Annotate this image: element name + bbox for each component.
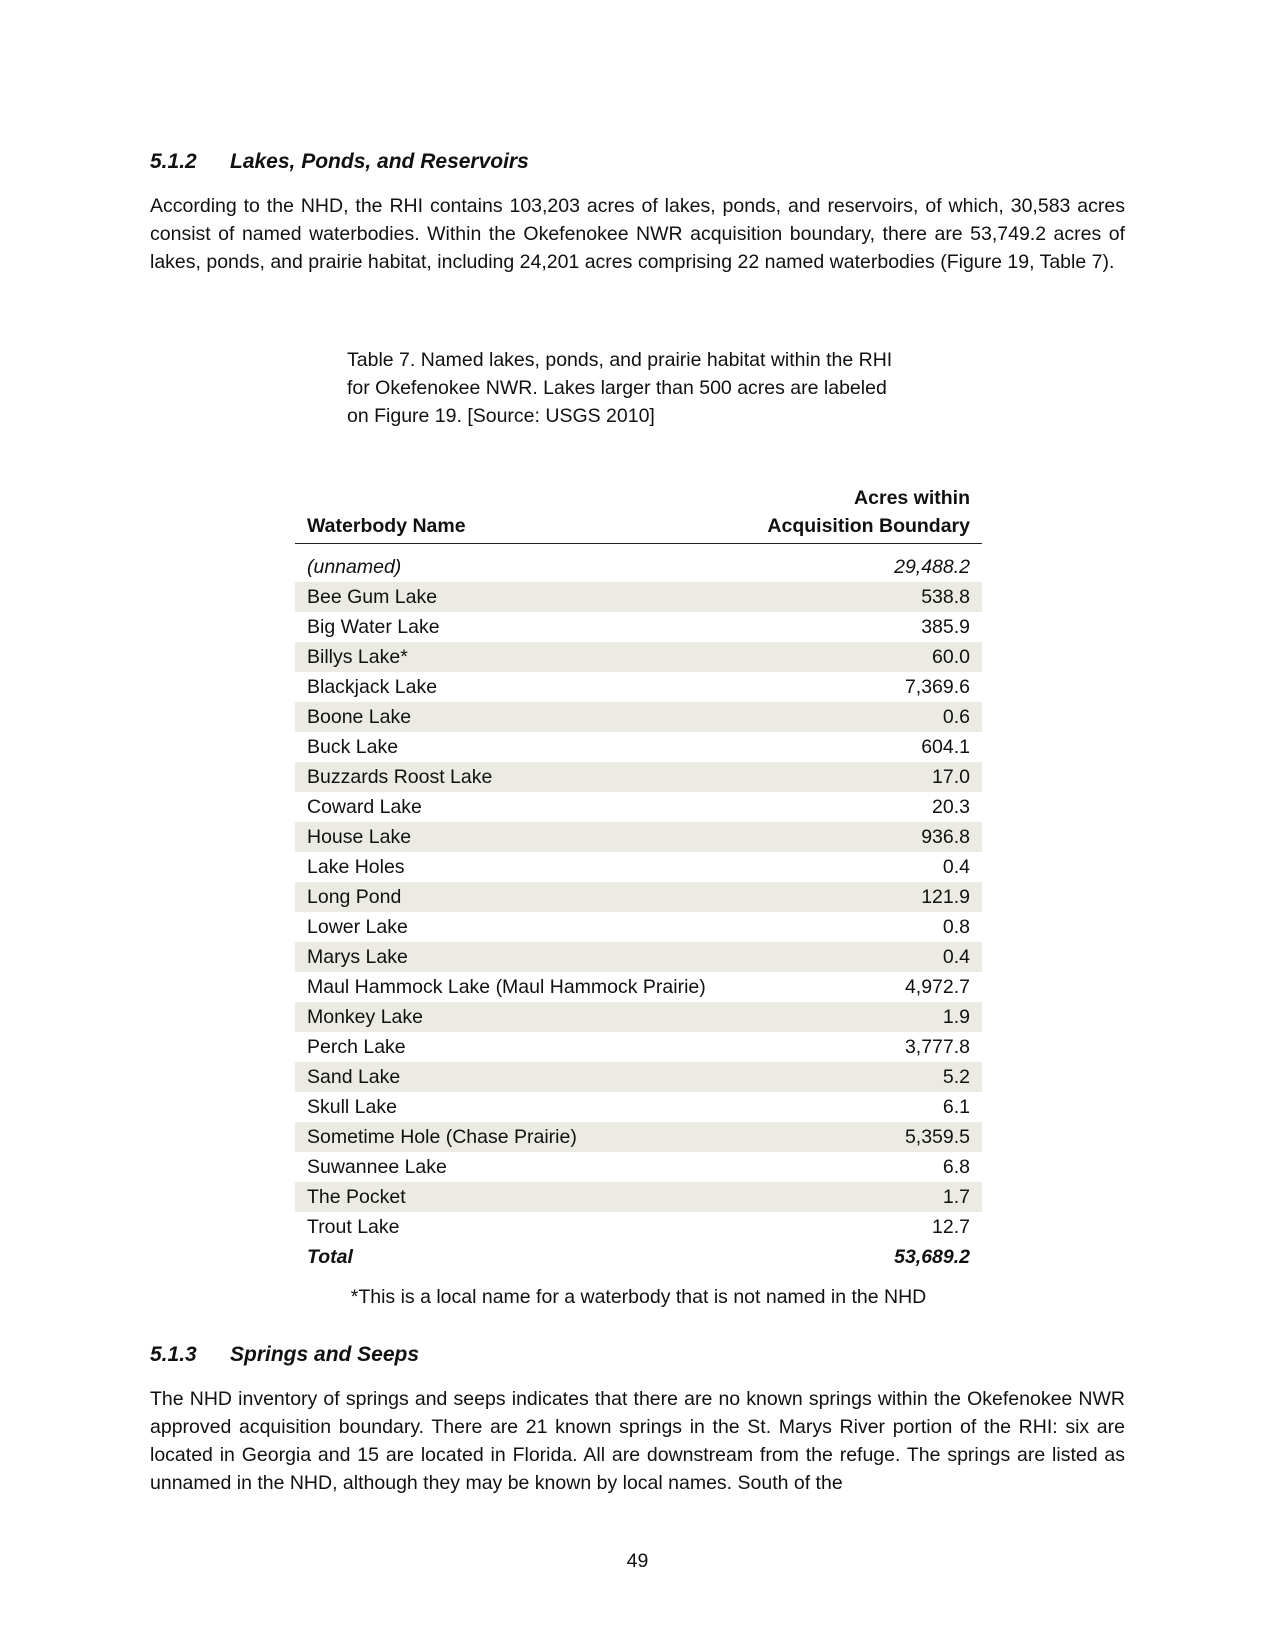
table-row bbox=[295, 642, 982, 672]
table-row bbox=[295, 1092, 982, 1122]
acres-cell: 0.6 bbox=[742, 702, 982, 732]
waterbody-name-cell: Long Pond bbox=[295, 882, 742, 912]
table-row bbox=[295, 762, 982, 792]
acres-cell: 538.8 bbox=[742, 582, 982, 612]
caption-line: for Okefenokee NWR. Lakes larger than 500 acres are labeled bbox=[347, 377, 887, 399]
acres-cell: 5,359.5 bbox=[742, 1122, 982, 1152]
caption-line: Table 7. Named lakes, ponds, and prairie habitat within the RHI bbox=[347, 349, 893, 371]
table-row bbox=[295, 582, 982, 612]
acres-cell: 7,369.6 bbox=[904, 676, 970, 698]
acres-cell: 4,972.7 bbox=[904, 976, 970, 998]
table-row bbox=[295, 702, 982, 732]
table-footnote: *This is a local name for a waterbody that is not named in the NHD bbox=[350, 1286, 927, 1308]
waterbody-name-cell: Buzzards Roost Lake bbox=[295, 762, 742, 792]
table-row bbox=[295, 792, 982, 822]
table-row bbox=[295, 1002, 982, 1032]
table-row bbox=[295, 672, 982, 702]
acres-cell: 17.0 bbox=[742, 762, 982, 792]
acres-cell: 5.2 bbox=[742, 1062, 982, 1092]
caption-line: on Figure 19. [Source: USGS 2010] bbox=[347, 405, 655, 427]
acres-cell: 604.1 bbox=[921, 736, 970, 758]
acres-cell: 936.8 bbox=[742, 822, 982, 852]
table-header-row bbox=[295, 484, 982, 544]
table-row bbox=[295, 852, 982, 882]
section-title: Lakes, Ponds, and Reservoirs bbox=[230, 150, 529, 173]
waterbody-name-cell: Buck Lake bbox=[307, 736, 399, 758]
header-acres-line1: Acres within bbox=[854, 487, 970, 509]
waterbody-name-cell: (unnamed) bbox=[307, 556, 402, 578]
waterbody-name-cell: Sometime Hole (Chase Prairie) bbox=[295, 1122, 742, 1152]
table-row bbox=[295, 912, 982, 942]
section-title: Springs and Seeps bbox=[230, 1343, 420, 1366]
table-row bbox=[295, 1062, 982, 1092]
acres-cell: 0.4 bbox=[742, 942, 982, 972]
waterbody-name-cell: Big Water Lake bbox=[307, 616, 440, 638]
waterbody-name-cell: The Pocket bbox=[295, 1182, 742, 1212]
section-number: 5.1.2 bbox=[150, 150, 197, 173]
table-row bbox=[295, 612, 982, 642]
table-row bbox=[295, 1032, 982, 1062]
waterbody-name-cell: Maul Hammock Lake (Maul Hammock Prairie) bbox=[307, 976, 706, 998]
acres-cell: 20.3 bbox=[932, 796, 970, 818]
waterbody-name-cell: House Lake bbox=[295, 822, 742, 852]
page-number: 49 bbox=[626, 1550, 649, 1572]
waterbody-name-cell: Trout Lake bbox=[307, 1216, 400, 1238]
table-row bbox=[295, 1122, 982, 1152]
acres-cell: 385.9 bbox=[921, 616, 970, 638]
table-caption bbox=[347, 346, 947, 430]
header-acres-line2: Acquisition Boundary bbox=[767, 515, 970, 537]
table-row bbox=[295, 1212, 982, 1242]
table-row bbox=[295, 972, 982, 1002]
acres-cell: 1.9 bbox=[742, 1002, 982, 1032]
waterbody-name-cell: Blackjack Lake bbox=[307, 676, 438, 698]
waterbody-name-cell: Coward Lake bbox=[307, 796, 422, 818]
acres-cell: 6.8 bbox=[942, 1156, 970, 1178]
waterbody-name-cell: Sand Lake bbox=[295, 1062, 742, 1092]
waterbody-name-cell: Skull Lake bbox=[307, 1096, 397, 1118]
table-row bbox=[295, 882, 982, 912]
waterbody-name-cell: Boone Lake bbox=[295, 702, 742, 732]
waterbody-name-cell: Suwannee Lake bbox=[307, 1156, 447, 1178]
waterbody-name-cell: Lower Lake bbox=[307, 916, 408, 938]
section-heading-5-1-3 bbox=[150, 1343, 419, 1367]
table-row bbox=[295, 942, 982, 972]
waterbody-name-cell: Bee Gum Lake bbox=[295, 582, 742, 612]
acres-cell: 60.0 bbox=[742, 642, 982, 672]
table-body bbox=[295, 544, 982, 1273]
section-number: 5.1.3 bbox=[150, 1343, 197, 1366]
waterbody-name-cell: Perch Lake bbox=[307, 1036, 406, 1058]
acres-cell: 3,777.8 bbox=[904, 1036, 970, 1058]
total-label-cell: Total bbox=[307, 1246, 353, 1268]
acres-cell: 1.7 bbox=[742, 1182, 982, 1212]
section-heading-5-1-2 bbox=[150, 150, 529, 174]
header-acres bbox=[742, 484, 982, 544]
waterbody-name-cell: Lake Holes bbox=[307, 856, 405, 878]
header-waterbody-name: Waterbody Name bbox=[295, 484, 742, 544]
lakes-paragraph: According to the NHD, the RHI contains 103,203 acres of lakes, ponds, and reservoirs, of which, 30,583 acres consist of named waterbodies. Within the Okefenokee NWR acquisition boundary, there are 53,749.2 acres of lakes, ponds, and prairie habitat, including 24,201 acres comprising 22 named waterbodies (Figure 19, Table 7). bbox=[150, 195, 1125, 273]
table-row bbox=[295, 732, 982, 762]
waterbody-name-cell: Marys Lake bbox=[295, 942, 742, 972]
table-row bbox=[295, 1152, 982, 1182]
springs-paragraph: The NHD inventory of springs and seeps indicates that there are no known springs within the Okefenokee NWR approved acquisition boundary. There are 21 known springs in the St. Marys River portion of the RHI: six are located in Georgia and 15 are located in Florida. All are downstream from the refuge. The springs are listed as unnamed in the NHD, although they may be known by local names. South of the bbox=[150, 1388, 1125, 1494]
table-row bbox=[295, 1182, 982, 1212]
acres-cell: 6.1 bbox=[942, 1096, 970, 1118]
acres-cell: 12.7 bbox=[932, 1216, 970, 1238]
acres-cell: 0.4 bbox=[942, 856, 970, 878]
acres-cell: 0.8 bbox=[942, 916, 970, 938]
table-total-row bbox=[295, 1242, 982, 1272]
acres-cell: 121.9 bbox=[742, 882, 982, 912]
table-row bbox=[295, 822, 982, 852]
waterbody-name-cell: Billys Lake* bbox=[295, 642, 742, 672]
table-row bbox=[295, 544, 982, 583]
acres-cell: 29,488.2 bbox=[894, 556, 970, 578]
waterbody-table bbox=[295, 484, 982, 1272]
waterbody-name-cell: Monkey Lake bbox=[295, 1002, 742, 1032]
total-acres-cell: 53,689.2 bbox=[894, 1246, 970, 1268]
